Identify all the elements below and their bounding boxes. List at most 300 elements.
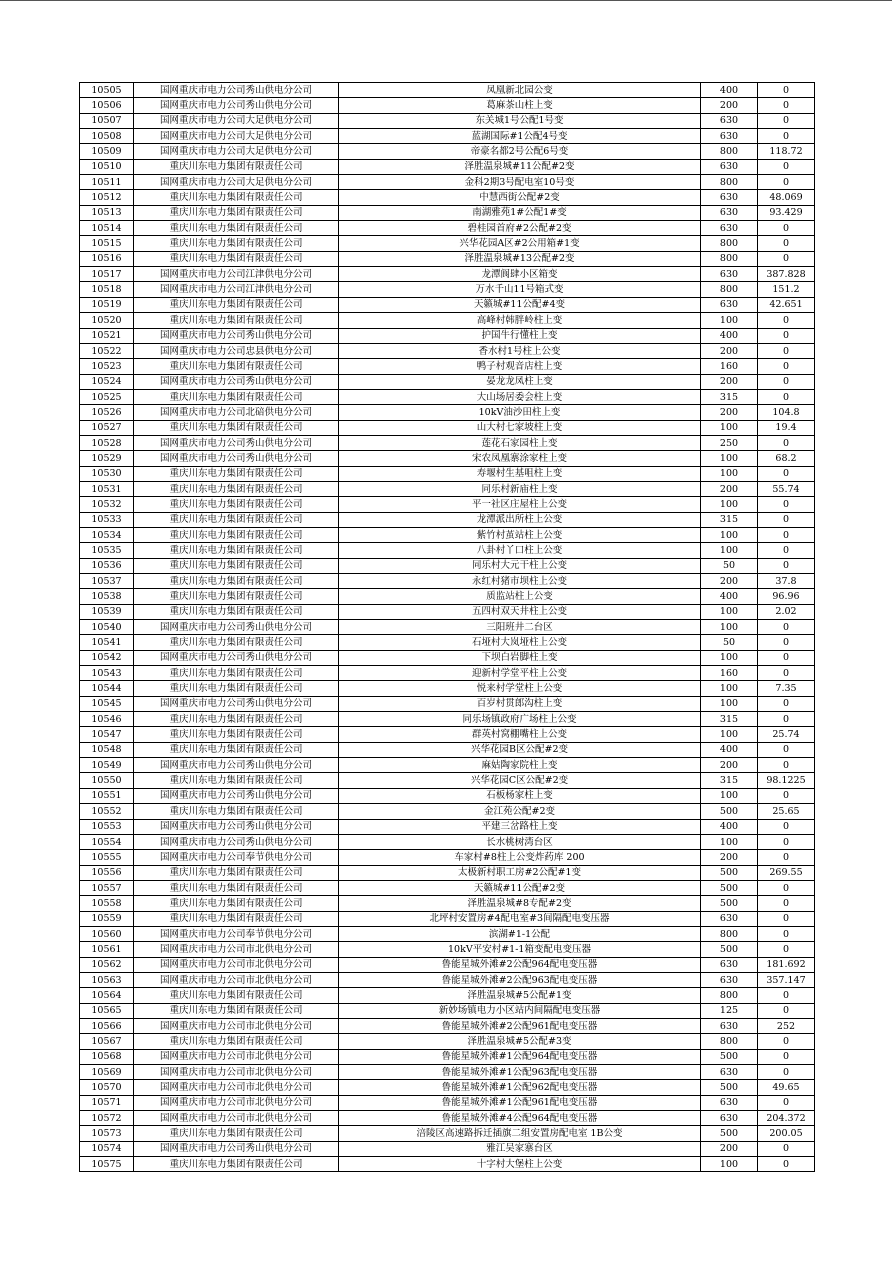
record-id-cell: 10518 <box>80 282 134 297</box>
record-id-cell: 10546 <box>80 712 134 727</box>
value-cell: 0 <box>758 819 815 834</box>
record-id-cell: 10548 <box>80 742 134 757</box>
value-cell: 25.74 <box>758 727 815 742</box>
company-cell: 重庆川东电力集团有限责任公司 <box>134 466 339 481</box>
company-cell: 国网重庆市电力公司秀山供电分公司 <box>134 1141 339 1156</box>
transformer-name-cell: 10kV油沙田柱上变 <box>339 405 701 420</box>
table-row <box>80 512 815 527</box>
record-id-cell: 10505 <box>80 83 134 98</box>
value-cell: 0 <box>758 788 815 803</box>
record-id-cell: 10524 <box>80 374 134 389</box>
record-id-cell: 10512 <box>80 190 134 205</box>
transformer-name-cell: 八卦村丫口柱上公变 <box>339 543 701 558</box>
transformer-name-cell: 鲁能星城外滩#1公配963配电变压器 <box>339 1065 701 1080</box>
record-id-cell: 10510 <box>80 159 134 174</box>
transformer-name-cell: 车家村#8柱上公变炸药库 200 <box>339 850 701 865</box>
table-row <box>80 650 815 665</box>
table-row <box>80 144 815 159</box>
value-cell: 0 <box>758 313 815 328</box>
value-cell: 0 <box>758 1095 815 1110</box>
table-row <box>80 1141 815 1156</box>
transformer-name-cell: 鲁能星城外滩#1公配961配电变压器 <box>339 1095 701 1110</box>
record-id-cell: 10525 <box>80 389 134 404</box>
record-id-cell: 10560 <box>80 926 134 941</box>
transformer-name-cell: 兴华花园A区#2公用箱#1变 <box>339 236 701 251</box>
record-id-cell: 10536 <box>80 558 134 573</box>
value-cell: 0 <box>758 251 815 266</box>
transformer-name-cell: 鸭子村观音店柱上变 <box>339 359 701 374</box>
transformer-name-cell: 莲花石家园柱上变 <box>339 435 701 450</box>
record-id-cell: 10569 <box>80 1065 134 1080</box>
capacity-cell: 100 <box>701 681 758 696</box>
value-cell: 0 <box>758 98 815 113</box>
company-cell: 重庆川东电力集团有限责任公司 <box>134 1034 339 1049</box>
transformer-name-cell: 同乐村新庙柱上变 <box>339 481 701 496</box>
table-row <box>80 405 815 420</box>
record-id-cell: 10568 <box>80 1049 134 1064</box>
record-id-cell: 10545 <box>80 696 134 711</box>
capacity-cell: 630 <box>701 159 758 174</box>
transformer-name-cell: 万水千山11号箱式变 <box>339 282 701 297</box>
capacity-cell: 200 <box>701 850 758 865</box>
capacity-cell: 200 <box>701 374 758 389</box>
value-cell: 0 <box>758 834 815 849</box>
transformer-name-cell: 鲁能星城外滩#1公配964配电变压器 <box>339 1049 701 1064</box>
company-cell: 国网重庆市电力公司秀山供电分公司 <box>134 620 339 635</box>
company-cell: 重庆川东电力集团有限责任公司 <box>134 190 339 205</box>
table-row <box>80 221 815 236</box>
transformer-name-cell: 10kV平安村#1-1箱变配电变压器 <box>339 942 701 957</box>
transformer-name-cell: 兴华花园C区公配#2变 <box>339 773 701 788</box>
table-row <box>80 1018 815 1033</box>
transformer-name-cell: 五四村双天井柱上公变 <box>339 604 701 619</box>
transformer-name-cell: 鲁能星城外滩#4公配964配电变压器 <box>339 1111 701 1126</box>
record-id-cell: 10526 <box>80 405 134 420</box>
value-cell: 0 <box>758 129 815 144</box>
value-cell: 181.692 <box>758 957 815 972</box>
record-id-cell: 10520 <box>80 313 134 328</box>
table-row <box>80 804 815 819</box>
capacity-cell: 500 <box>701 942 758 957</box>
transformer-name-cell: 永红村猪市坝柱上公变 <box>339 574 701 589</box>
value-cell: 0 <box>758 1157 815 1172</box>
table-row <box>80 497 815 512</box>
company-cell: 重庆川东电力集团有限责任公司 <box>134 1003 339 1018</box>
value-cell: 48.069 <box>758 190 815 205</box>
transformer-name-cell: 山大村七家坡柱上变 <box>339 420 701 435</box>
value-cell: 0 <box>758 543 815 558</box>
page-top-rule <box>0 0 892 1</box>
value-cell: 0 <box>758 389 815 404</box>
capacity-cell: 800 <box>701 926 758 941</box>
table-row <box>80 1080 815 1095</box>
table-row <box>80 159 815 174</box>
capacity-cell: 100 <box>701 527 758 542</box>
record-id-cell: 10570 <box>80 1080 134 1095</box>
table-row <box>80 942 815 957</box>
table-row <box>80 282 815 297</box>
record-id-cell: 10542 <box>80 650 134 665</box>
capacity-cell: 100 <box>701 788 758 803</box>
value-cell: 0 <box>758 742 815 757</box>
capacity-cell: 800 <box>701 251 758 266</box>
value-cell: 0 <box>758 159 815 174</box>
table-row <box>80 742 815 757</box>
company-cell: 重庆川东电力集团有限责任公司 <box>134 681 339 696</box>
table-row <box>80 819 815 834</box>
company-cell: 国网重庆市电力公司奉节供电分公司 <box>134 926 339 941</box>
company-cell: 国网重庆市电力公司市北供电分公司 <box>134 1018 339 1033</box>
table-row <box>80 1034 815 1049</box>
capacity-cell: 630 <box>701 1111 758 1126</box>
value-cell: 0 <box>758 635 815 650</box>
table-row <box>80 1126 815 1141</box>
record-id-cell: 10573 <box>80 1126 134 1141</box>
transformer-name-cell: 南湖雅苑1#公配1#变 <box>339 205 701 220</box>
record-id-cell: 10539 <box>80 604 134 619</box>
company-cell: 重庆川东电力集团有限责任公司 <box>134 589 339 604</box>
capacity-cell: 200 <box>701 574 758 589</box>
table-row <box>80 589 815 604</box>
value-cell: 0 <box>758 896 815 911</box>
table-row <box>80 236 815 251</box>
transformer-name-cell: 悦来村学堂柱上公变 <box>339 681 701 696</box>
company-cell: 重庆川东电力集团有限责任公司 <box>134 159 339 174</box>
transformer-name-cell: 东关城1号公配1号变 <box>339 113 701 128</box>
table-row <box>80 911 815 926</box>
record-id-cell: 10541 <box>80 635 134 650</box>
record-id-cell: 10533 <box>80 512 134 527</box>
transformer-name-cell: 寿堰村生基咀柱上变 <box>339 466 701 481</box>
table-row <box>80 297 815 312</box>
value-cell: 0 <box>758 558 815 573</box>
table-row <box>80 313 815 328</box>
table-row <box>80 1065 815 1080</box>
transformer-name-cell: 高峰村韩胖岭柱上变 <box>339 313 701 328</box>
transformer-name-cell: 太极新村职工房#2公配#1变 <box>339 865 701 880</box>
transformer-name-cell: 大山场居委会柱上变 <box>339 389 701 404</box>
record-id-cell: 10529 <box>80 451 134 466</box>
table-row <box>80 1003 815 1018</box>
transformer-name-cell: 麻姑陶家院柱上变 <box>339 758 701 773</box>
value-cell: 0 <box>758 911 815 926</box>
transformer-name-cell: 鲁能星城外滩#2公配961配电变压器 <box>339 1018 701 1033</box>
capacity-cell: 100 <box>701 696 758 711</box>
transformer-name-cell: 帝豪名都2号公配6号变 <box>339 144 701 159</box>
transformer-name-cell: 碧桂园首府#2公配#2变 <box>339 221 701 236</box>
transformer-name-cell: 紫竹村茧站柱上公变 <box>339 527 701 542</box>
company-cell: 重庆川东电力集团有限责任公司 <box>134 988 339 1003</box>
table-row <box>80 558 815 573</box>
transformer-name-cell: 中慧西街公配#2变 <box>339 190 701 205</box>
company-cell: 重庆川东电力集团有限责任公司 <box>134 865 339 880</box>
table-row <box>80 251 815 266</box>
transformer-name-cell: 涪陵区高速路拆迁插旗二组安置房配电室 1B公变 <box>339 1126 701 1141</box>
table-row <box>80 1095 815 1110</box>
table-row <box>80 466 815 481</box>
capacity-cell: 200 <box>701 481 758 496</box>
company-cell: 重庆川东电力集团有限责任公司 <box>134 635 339 650</box>
table-row <box>80 389 815 404</box>
company-cell: 重庆川东电力集团有限责任公司 <box>134 727 339 742</box>
record-id-cell: 10544 <box>80 681 134 696</box>
company-cell: 国网重庆市电力公司大足供电分公司 <box>134 144 339 159</box>
value-cell: 0 <box>758 712 815 727</box>
value-cell: 0 <box>758 435 815 450</box>
company-cell: 国网重庆市电力公司市北供电分公司 <box>134 1049 339 1064</box>
record-id-cell: 10571 <box>80 1095 134 1110</box>
transformer-name-cell: 鲁能星城外滩#1公配962配电变压器 <box>339 1080 701 1095</box>
transformer-name-cell: 鲁能星城外滩#2公配964配电变压器 <box>339 957 701 972</box>
record-id-cell: 10534 <box>80 527 134 542</box>
record-id-cell: 10509 <box>80 144 134 159</box>
table-row <box>80 620 815 635</box>
value-cell: 269.55 <box>758 865 815 880</box>
company-cell: 国网重庆市电力公司秀山供电分公司 <box>134 435 339 450</box>
capacity-cell: 315 <box>701 512 758 527</box>
table-row <box>80 666 815 681</box>
value-cell: 0 <box>758 359 815 374</box>
record-id-cell: 10564 <box>80 988 134 1003</box>
table-body <box>80 83 815 1172</box>
value-cell: 2.02 <box>758 604 815 619</box>
record-id-cell: 10575 <box>80 1157 134 1172</box>
capacity-cell: 200 <box>701 405 758 420</box>
company-cell: 国网重庆市电力公司秀山供电分公司 <box>134 83 339 98</box>
transformer-list-table <box>79 82 815 1172</box>
table-row <box>80 972 815 987</box>
transformer-name-cell: 护国牛行懂柱上变 <box>339 328 701 343</box>
company-cell: 重庆川东电力集团有限责任公司 <box>134 574 339 589</box>
transformer-name-cell: 石板杨家柱上变 <box>339 788 701 803</box>
transformer-name-cell: 雅江吴家寨台区 <box>339 1141 701 1156</box>
value-cell: 0 <box>758 988 815 1003</box>
capacity-cell: 100 <box>701 727 758 742</box>
capacity-cell: 125 <box>701 1003 758 1018</box>
table-row <box>80 957 815 972</box>
table-row <box>80 1157 815 1172</box>
record-id-cell: 10519 <box>80 297 134 312</box>
capacity-cell: 160 <box>701 359 758 374</box>
transformer-name-cell: 龙潭阆肆小区箱变 <box>339 267 701 282</box>
company-cell: 重庆川东电力集团有限责任公司 <box>134 205 339 220</box>
company-cell: 重庆川东电力集团有限责任公司 <box>134 804 339 819</box>
value-cell: 0 <box>758 236 815 251</box>
record-id-cell: 10549 <box>80 758 134 773</box>
table-row <box>80 129 815 144</box>
record-id-cell: 10532 <box>80 497 134 512</box>
company-cell: 国网重庆市电力公司市北供电分公司 <box>134 957 339 972</box>
capacity-cell: 630 <box>701 190 758 205</box>
table-row <box>80 190 815 205</box>
transformer-name-cell: 新妙场镇电力小区站内间隔配电变压器 <box>339 1003 701 1018</box>
record-id-cell: 10559 <box>80 911 134 926</box>
record-id-cell: 10566 <box>80 1018 134 1033</box>
capacity-cell: 500 <box>701 1080 758 1095</box>
transformer-name-cell: 宋农凤凰寨涂家柱上变 <box>339 451 701 466</box>
value-cell: 204.372 <box>758 1111 815 1126</box>
capacity-cell: 250 <box>701 435 758 450</box>
record-id-cell: 10543 <box>80 666 134 681</box>
value-cell: 0 <box>758 175 815 190</box>
company-cell: 国网重庆市电力公司奉节供电分公司 <box>134 850 339 865</box>
company-cell: 重庆川东电力集团有限责任公司 <box>134 911 339 926</box>
transformer-name-cell: 天籁城#11公配#2变 <box>339 880 701 895</box>
record-id-cell: 10527 <box>80 420 134 435</box>
table-row <box>80 1049 815 1064</box>
transformer-name-cell: 泽胜温泉城#5公配#1变 <box>339 988 701 1003</box>
company-cell: 重庆川东电力集团有限责任公司 <box>134 481 339 496</box>
table-row <box>80 83 815 98</box>
transformer-name-cell: 金江苑公配#2变 <box>339 804 701 819</box>
transformer-name-cell: 蓝湖国际#1公配4号变 <box>339 129 701 144</box>
value-cell: 0 <box>758 466 815 481</box>
table-row <box>80 865 815 880</box>
company-cell: 重庆川东电力集团有限责任公司 <box>134 527 339 542</box>
record-id-cell: 10513 <box>80 205 134 220</box>
table-row <box>80 328 815 343</box>
value-cell: 0 <box>758 374 815 389</box>
table-row <box>80 420 815 435</box>
company-cell: 重庆川东电力集团有限责任公司 <box>134 604 339 619</box>
capacity-cell: 400 <box>701 589 758 604</box>
value-cell: 0 <box>758 758 815 773</box>
value-cell: 151.2 <box>758 282 815 297</box>
company-cell: 国网重庆市电力公司江津供电分公司 <box>134 282 339 297</box>
value-cell: 42.651 <box>758 297 815 312</box>
table-row <box>80 359 815 374</box>
company-cell: 国网重庆市电力公司秀山供电分公司 <box>134 696 339 711</box>
value-cell: 0 <box>758 1049 815 1064</box>
capacity-cell: 100 <box>701 420 758 435</box>
capacity-cell: 500 <box>701 880 758 895</box>
transformer-name-cell: 平建三岔路柱上变 <box>339 819 701 834</box>
transformer-name-cell: 泽胜温泉城#13公配#2变 <box>339 251 701 266</box>
capacity-cell: 500 <box>701 896 758 911</box>
capacity-cell: 800 <box>701 236 758 251</box>
value-cell: 0 <box>758 942 815 957</box>
company-cell: 重庆川东电力集团有限责任公司 <box>134 773 339 788</box>
record-id-cell: 10531 <box>80 481 134 496</box>
company-cell: 重庆川东电力集团有限责任公司 <box>134 236 339 251</box>
value-cell: 19.4 <box>758 420 815 435</box>
table-row <box>80 635 815 650</box>
transformer-name-cell: 同乐村大元干柱上公变 <box>339 558 701 573</box>
company-cell: 重庆川东电力集团有限责任公司 <box>134 497 339 512</box>
record-id-cell: 10574 <box>80 1141 134 1156</box>
record-id-cell: 10537 <box>80 574 134 589</box>
value-cell: 387.828 <box>758 267 815 282</box>
capacity-cell: 50 <box>701 558 758 573</box>
transformer-name-cell: 泽胜温泉城#5公配#3变 <box>339 1034 701 1049</box>
record-id-cell: 10563 <box>80 972 134 987</box>
value-cell: 93.429 <box>758 205 815 220</box>
record-id-cell: 10557 <box>80 880 134 895</box>
value-cell: 0 <box>758 328 815 343</box>
record-id-cell: 10556 <box>80 865 134 880</box>
record-id-cell: 10535 <box>80 543 134 558</box>
company-cell: 重庆川东电力集团有限责任公司 <box>134 297 339 312</box>
capacity-cell: 400 <box>701 328 758 343</box>
value-cell: 118.72 <box>758 144 815 159</box>
value-cell: 0 <box>758 1141 815 1156</box>
record-id-cell: 10516 <box>80 251 134 266</box>
transformer-name-cell: 滨湖#1-1公配 <box>339 926 701 941</box>
capacity-cell: 500 <box>701 804 758 819</box>
capacity-cell: 400 <box>701 819 758 834</box>
capacity-cell: 500 <box>701 1126 758 1141</box>
company-cell: 国网重庆市电力公司江津供电分公司 <box>134 267 339 282</box>
record-id-cell: 10572 <box>80 1111 134 1126</box>
capacity-cell: 315 <box>701 712 758 727</box>
table-row <box>80 681 815 696</box>
value-cell: 49.65 <box>758 1080 815 1095</box>
table-row <box>80 696 815 711</box>
record-id-cell: 10530 <box>80 466 134 481</box>
value-cell: 0 <box>758 650 815 665</box>
value-cell: 200.05 <box>758 1126 815 1141</box>
value-cell: 252 <box>758 1018 815 1033</box>
transformer-name-cell: 长水桃树湾台区 <box>339 834 701 849</box>
value-cell: 0 <box>758 113 815 128</box>
company-cell: 重庆川东电力集团有限责任公司 <box>134 1157 339 1172</box>
capacity-cell: 800 <box>701 1034 758 1049</box>
transformer-name-cell: 石垭村大岚垭柱上公变 <box>339 635 701 650</box>
table-row <box>80 1111 815 1126</box>
capacity-cell: 800 <box>701 282 758 297</box>
table-row <box>80 374 815 389</box>
transformer-name-cell: 鲁能星城外滩#2公配963配电变压器 <box>339 972 701 987</box>
record-id-cell: 10565 <box>80 1003 134 1018</box>
record-id-cell: 10558 <box>80 896 134 911</box>
company-cell: 国网重庆市电力公司大足供电分公司 <box>134 129 339 144</box>
capacity-cell: 100 <box>701 313 758 328</box>
capacity-cell: 500 <box>701 865 758 880</box>
company-cell: 国网重庆市电力公司秀山供电分公司 <box>134 374 339 389</box>
value-cell: 0 <box>758 666 815 681</box>
record-id-cell: 10552 <box>80 804 134 819</box>
record-id-cell: 10567 <box>80 1034 134 1049</box>
company-cell: 重庆川东电力集团有限责任公司 <box>134 880 339 895</box>
company-cell: 重庆川东电力集团有限责任公司 <box>134 512 339 527</box>
capacity-cell: 500 <box>701 1049 758 1064</box>
table-row <box>80 712 815 727</box>
company-cell: 重庆川东电力集团有限责任公司 <box>134 420 339 435</box>
capacity-cell: 100 <box>701 543 758 558</box>
company-cell: 国网重庆市电力公司秀山供电分公司 <box>134 758 339 773</box>
company-cell: 国网重庆市电力公司市北供电分公司 <box>134 942 339 957</box>
capacity-cell: 100 <box>701 650 758 665</box>
value-cell: 104.8 <box>758 405 815 420</box>
table-row <box>80 788 815 803</box>
capacity-cell: 630 <box>701 1018 758 1033</box>
company-cell: 国网重庆市电力公司秀山供电分公司 <box>134 650 339 665</box>
value-cell: 68.2 <box>758 451 815 466</box>
record-id-cell: 10506 <box>80 98 134 113</box>
capacity-cell: 315 <box>701 773 758 788</box>
record-id-cell: 10507 <box>80 113 134 128</box>
record-id-cell: 10550 <box>80 773 134 788</box>
value-cell: 55.74 <box>758 481 815 496</box>
company-cell: 重庆川东电力集团有限责任公司 <box>134 359 339 374</box>
capacity-cell: 630 <box>701 267 758 282</box>
capacity-cell: 630 <box>701 911 758 926</box>
company-cell: 重庆川东电力集团有限责任公司 <box>134 896 339 911</box>
record-id-cell: 10554 <box>80 834 134 849</box>
capacity-cell: 630 <box>701 297 758 312</box>
table-row <box>80 113 815 128</box>
table-row <box>80 574 815 589</box>
